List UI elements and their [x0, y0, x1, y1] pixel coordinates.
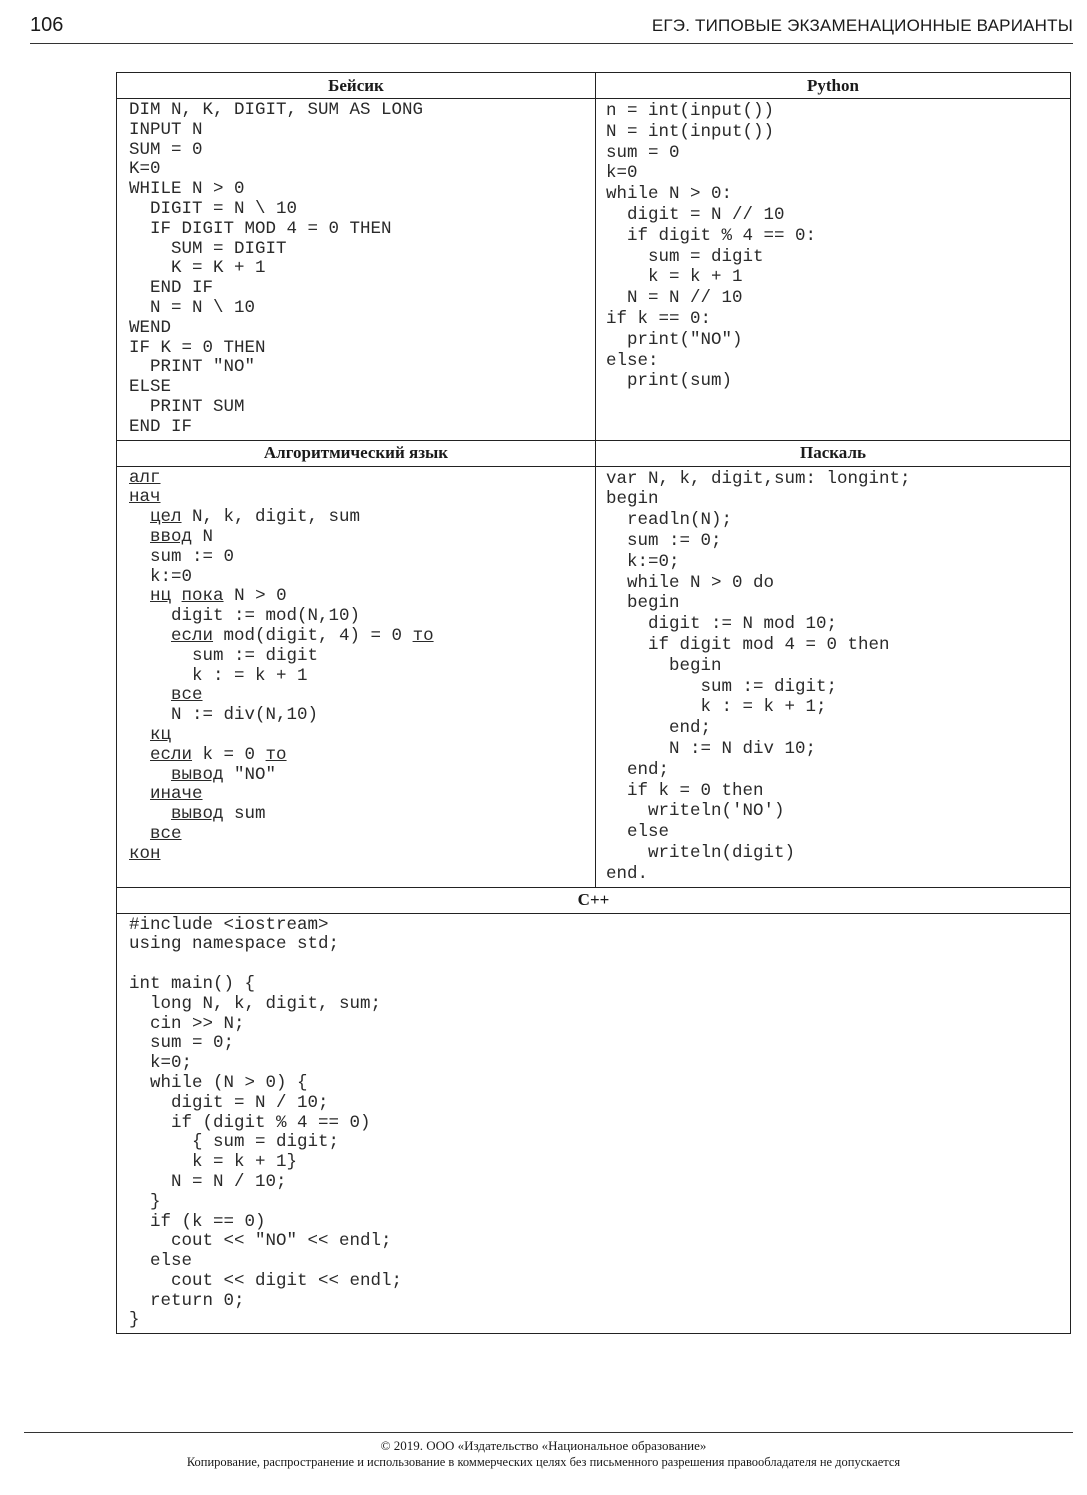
pascal-header: Паскаль [596, 440, 1071, 466]
python-cell [596, 99, 1071, 441]
basic-code: DIM N, K, DIGIT, SUM AS LONG INPUT N SUM = 0 K=0 WHILE N > 0 DIGIT = N \ 10 IF DIGIT MOD 4 = 0 THEN SUM = DIGIT K = K + 1 END IF N = N \ 10 WEND IF K = 0 THEN PRINT "NO" ELSE PRINT SUM END IF [129, 100, 424, 437]
basic-header: Бейсик [117, 73, 596, 99]
footer-rule [24, 1432, 1073, 1433]
header-rule [30, 43, 1073, 44]
code-listing-table [116, 72, 1071, 1334]
algorithmic-code: алг нач цел N, k, digit, sum ввод N sum := 0 k:=0 нц пока N > 0 digit := mod(N,10) если mod(digit, 4) = 0 то sum := digit k : = k + 1 все N := div(N,10) кц если k = 0 то вывод "NO" иначе вывод sum все кон [129, 467, 434, 864]
python-header: Python [596, 73, 1071, 99]
algorithmic-cell [117, 466, 596, 887]
cpp-code: #include <iostream> using namespace std; int main() { long N, k, digit, sum; cin >> N; sum = 0; k=0; while (N > 0) { digit = N / 10; if (digit % 4 == 0) { sum = digit; k = k + 1} N = N / 10; } if (k == 0) cout << "NO" << endl; else cout << digit << endl; return 0; } [129, 914, 403, 1331]
running-title: ЕГЭ. ТИПОВЫЕ ЭКЗАМЕНАЦИОННЫЕ ВАРИАНТЫ [651, 16, 1073, 35]
page-number: 106 [30, 14, 64, 36]
algorithmic-header: Алгоритмический язык [117, 440, 596, 466]
footer-copyright: © 2019. ООО «Издательство «Национальное образование» [380, 1438, 707, 1453]
pascal-code: var N, k, digit,sum: longint; begin readln(N); sum := 0; k:=0; while N > 0 do begin digit := N mod 10; if digit mod 4 = 0 then begin sum := digit; k : = k + 1; end; N := N div 10; end; if k = 0 then writeln('NO') else writeln(digit) end. [606, 468, 911, 884]
cpp-cell [117, 913, 1071, 1334]
python-code: n = int(input()) N = int(input()) sum = 0 k=0 while N > 0: digit = N // 10 if digit % 4 == 0: sum = digit k = k + 1 N = N // 10 if k == 0: print("NO") else: print(sum) [606, 101, 817, 392]
cpp-header: C++ [117, 887, 1071, 913]
footer-notice: Копирование, распространение и использование в коммерческих целях без письменного разрешения правообладателя не допускается [186, 1455, 901, 1469]
pascal-cell [596, 466, 1071, 887]
basic-cell [117, 99, 596, 441]
